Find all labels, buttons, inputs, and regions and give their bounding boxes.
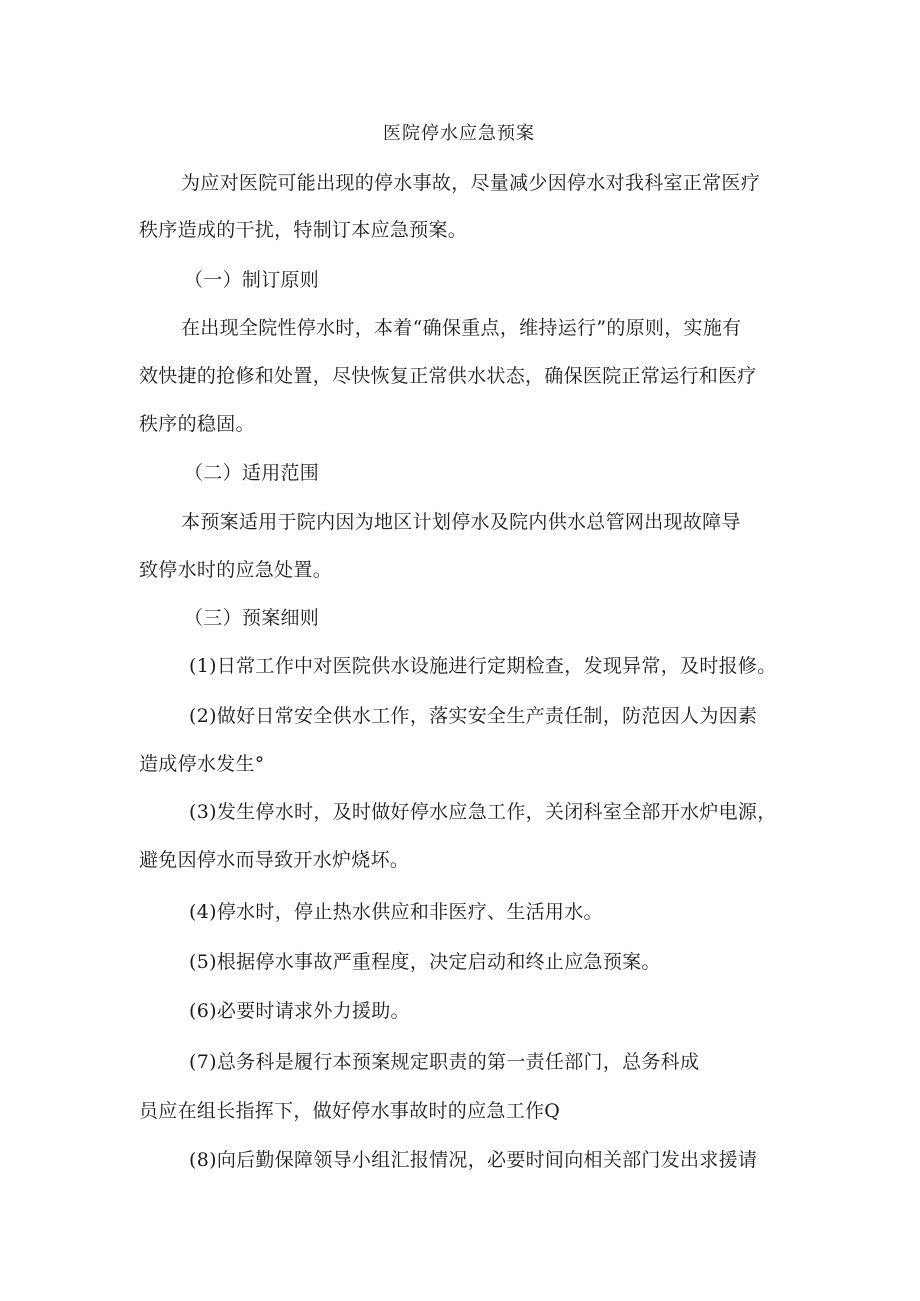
rule-item-2-line-1: (2)做好日常安全供水工作，落实安全生产责任制，防范因人为因素 — [189, 705, 758, 727]
paragraph-scope-line-1: 本预案适用于院内因为地区计划停水及院内供水总管网出现故障导 — [181, 511, 741, 533]
section-heading-1: （一）制订原则 — [184, 269, 320, 291]
paragraph-principle-line-3: 秩序的稳固。 — [139, 413, 255, 435]
section-heading-3: （三）预案细则 — [184, 607, 320, 629]
paragraph-intro-line-1: 为应对医院可能出现的停水事故，尽量减少因停水对我科室正常医疗 — [181, 172, 761, 194]
rule-item-2-line-2: 造成停水发生° — [139, 753, 265, 775]
paragraph-principle-line-1: 在出现全院性停水时，本着“确保重点，维持运行”的原则，实施有 — [181, 317, 742, 339]
rule-item-7-line-2: 员应在组长指挥下，做好停水事故时的应急工作Q — [139, 1100, 561, 1122]
document-title: 医院停水应急预案 — [383, 123, 535, 144]
rule-item-7-line-1: (7)总务科是履行本预案规定职责的第一责任部门，总务科成 — [189, 1051, 700, 1073]
rule-item-8-line-1: (8)向后勤保障领导小组汇报情况，必要时间向相关部门发出求援请 — [189, 1149, 758, 1171]
rule-item-5: (5)根据停水事故严重程度，决定启动和终止应急预案。 — [189, 951, 661, 973]
paragraph-principle-line-2: 效快捷的抢修和处置，尽快恢复正常供水状态，确保医院正常运行和医疗 — [139, 365, 757, 387]
section-heading-2: （二）适用范围 — [184, 462, 320, 484]
rule-item-3-line-1: (3)发生停水时，及时做好停水应急工作，关闭科室全部开水炉电源， — [189, 801, 777, 823]
paragraph-scope-line-2: 致停水时的应急处置。 — [139, 559, 333, 581]
rule-item-4: (4)停水时，停止热水供应和非医疗、生活用水。 — [189, 901, 603, 923]
rule-item-3-line-2: 避免因停水而导致开水炉烧坏。 — [139, 849, 410, 871]
paragraph-intro-line-2: 秩序造成的干扰，特制订本应急预案。 — [139, 219, 468, 241]
rule-item-1: (1)日常工作中对医院供水设施进行定期检查，发现异常，及时报修。 — [189, 655, 777, 677]
rule-item-6: (6)必要时请求外力援助。 — [189, 1000, 410, 1022]
